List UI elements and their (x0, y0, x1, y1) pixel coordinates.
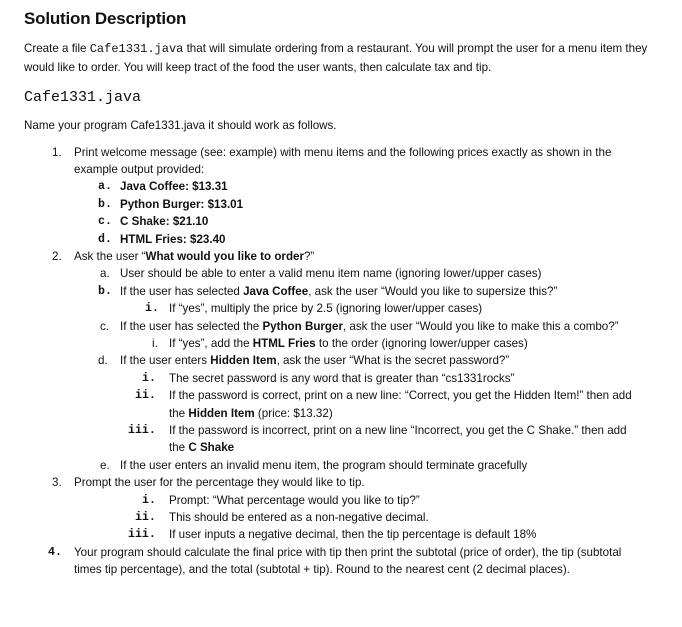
step-2-c-bold: Python Burger (262, 319, 343, 333)
name-line: Name your program Cafe1331.java it should work as follows. (24, 119, 337, 132)
step-2-c (24, 318, 664, 335)
step-2-a (24, 265, 664, 282)
step-3-text: Prompt the user for the percentage they would like to tip. (74, 476, 365, 490)
step-3 (24, 474, 664, 491)
step-2-d-ii-pre: If the password is correct, print on a new line: “Correct, you get the Hidden Item!” then add the (169, 389, 632, 420)
step-3-i-marker: i. (142, 493, 156, 507)
step-3-i (24, 492, 664, 509)
step-2-d-ii-marker: ii. (135, 389, 156, 403)
step-2-b-post: , ask the user “Would you like to supersize this?” (308, 284, 558, 298)
step-1-item-a (24, 178, 664, 195)
step-2-b (24, 283, 664, 300)
step-2-d-bold: Hidden Item (210, 354, 277, 368)
step-2-b-pre: If the user has selected (120, 284, 244, 298)
step-2-c-i-bold: HTML Fries (252, 336, 316, 350)
step-1-item-c-text: C Shake: $21.10 (120, 215, 209, 229)
step-2-d-marker: d. (98, 354, 108, 368)
step-2-d-i-text: The secret password is any word that is greater than “cs1331rocks” (169, 371, 515, 385)
step-2-b-marker: b. (98, 284, 112, 298)
step-2-b-i-text: If “yes”, multiply the price by 2.5 (ignoring lower/upper cases) (169, 302, 483, 316)
step-1-item-a-text: Java Coffee: $13.31 (120, 180, 228, 194)
step-2-d (24, 352, 664, 369)
step-3-iii-marker: iii. (128, 528, 156, 542)
step-2-d-iii-bold: C Shake (188, 441, 235, 455)
step-2-c-marker: c. (100, 319, 110, 333)
step-2-c-post: , ask the user “Would you like to make this a combo?” (342, 319, 619, 333)
step-2-d-ii-post: (price: $13.32) (254, 406, 333, 420)
step-1-text: Print welcome message (see: example) with menu items and the following prices exactly as shown in the example output provided: (74, 145, 612, 176)
step-1-item-c (24, 213, 664, 230)
step-2-d-pre: If the user enters (120, 354, 211, 368)
step-1-item-d (24, 231, 664, 248)
intro-text-2: that will simulate ordering from a restaurant. You will prompt the user for a menu item they would like to order. You will keep tract of the food the user wants, then calculate tax and tip. (24, 42, 648, 74)
step-2-text-bold: What would you like to order (145, 249, 304, 263)
step-1-item-d-text: HTML Fries: $23.40 (120, 232, 226, 246)
step-2-d-iii (24, 422, 642, 457)
step-2-text-post: ?” (303, 249, 315, 263)
step-2-marker: 2. (52, 249, 62, 263)
step-2-d-ii (24, 387, 642, 422)
step-2-e-marker: e. (100, 458, 110, 472)
step-2-text-pre: Ask the user “ (74, 249, 146, 263)
step-2-c-i (24, 335, 664, 352)
step-4-marker: 4. (48, 545, 62, 559)
intro-text-1: Create a file (24, 42, 90, 55)
intro-filename: Cafe1331.java (89, 42, 184, 56)
step-2-d-i-marker: i. (142, 371, 156, 385)
step-2-a-text: User should be able to enter a valid menu item name (ignoring lower/upper cases) (120, 267, 542, 281)
step-3-ii (24, 509, 664, 526)
step-2-c-i-marker: i. (152, 336, 158, 350)
step-2-e (24, 457, 664, 474)
step-3-iii-text: If user inputs a negative decimal, then the tip percentage is default 18% (169, 528, 537, 542)
step-4 (24, 544, 642, 579)
step-2-d-iii-pre: If the password is incorrect, print on a new line “Incorrect, you get the C Shake.” then add the (169, 424, 627, 455)
step-3-marker: 3. (52, 476, 62, 490)
step-1-item-b-text: Python Burger: $13.01 (120, 197, 244, 211)
step-1-item-b-marker: b. (98, 197, 112, 211)
step-4-text: Your program should calculate the final price with tip then print the subtotal (price of order), the tip (subtotal times tip percentage), and the total (subtotal + tip). Round to the nearest cent (2 decimal places). (74, 545, 622, 577)
step-1-item-c-marker: c. (98, 215, 112, 229)
step-2-d-post: , ask the user “What is the secret password?” (276, 354, 510, 368)
step-1-item-d-marker: d. (98, 232, 112, 246)
step-2-c-i-pre: If “yes”, add the (169, 336, 253, 350)
intro-paragraph (24, 40, 664, 76)
step-2-a-marker: a. (100, 267, 110, 281)
step-2-c-pre: If the user has selected the (120, 319, 263, 333)
step-1-item-a-marker: a. (98, 180, 112, 194)
step-1 (24, 144, 642, 179)
page-title: Solution Description (24, 9, 187, 28)
step-3-ii-text: This should be entered as a non-negative decimal. (169, 511, 429, 525)
step-1-item-b (24, 196, 664, 213)
file-heading: Cafe1331.java (24, 89, 142, 106)
step-2-b-i-marker: i. (145, 302, 159, 316)
step-2-d-ii-bold: Hidden Item (188, 406, 255, 420)
step-2-b-i (24, 300, 664, 317)
document (24, 8, 664, 579)
step-2 (24, 248, 664, 265)
step-2-c-i-post: to the order (ignoring lower/upper cases) (315, 336, 528, 350)
step-3-ii-marker: ii. (135, 511, 156, 525)
step-2-d-iii-marker: iii. (128, 424, 156, 437)
step-2-b-bold: Java Coffee (243, 284, 309, 298)
step-3-iii (24, 526, 664, 543)
step-2-e-text: If the user enters an invalid menu item, the program should terminate gracefully (120, 458, 528, 472)
step-3-i-text: Prompt: “What percentage would you like to tip?” (169, 493, 420, 507)
step-2-d-i (24, 370, 664, 387)
step-1-marker: 1. (52, 145, 62, 159)
